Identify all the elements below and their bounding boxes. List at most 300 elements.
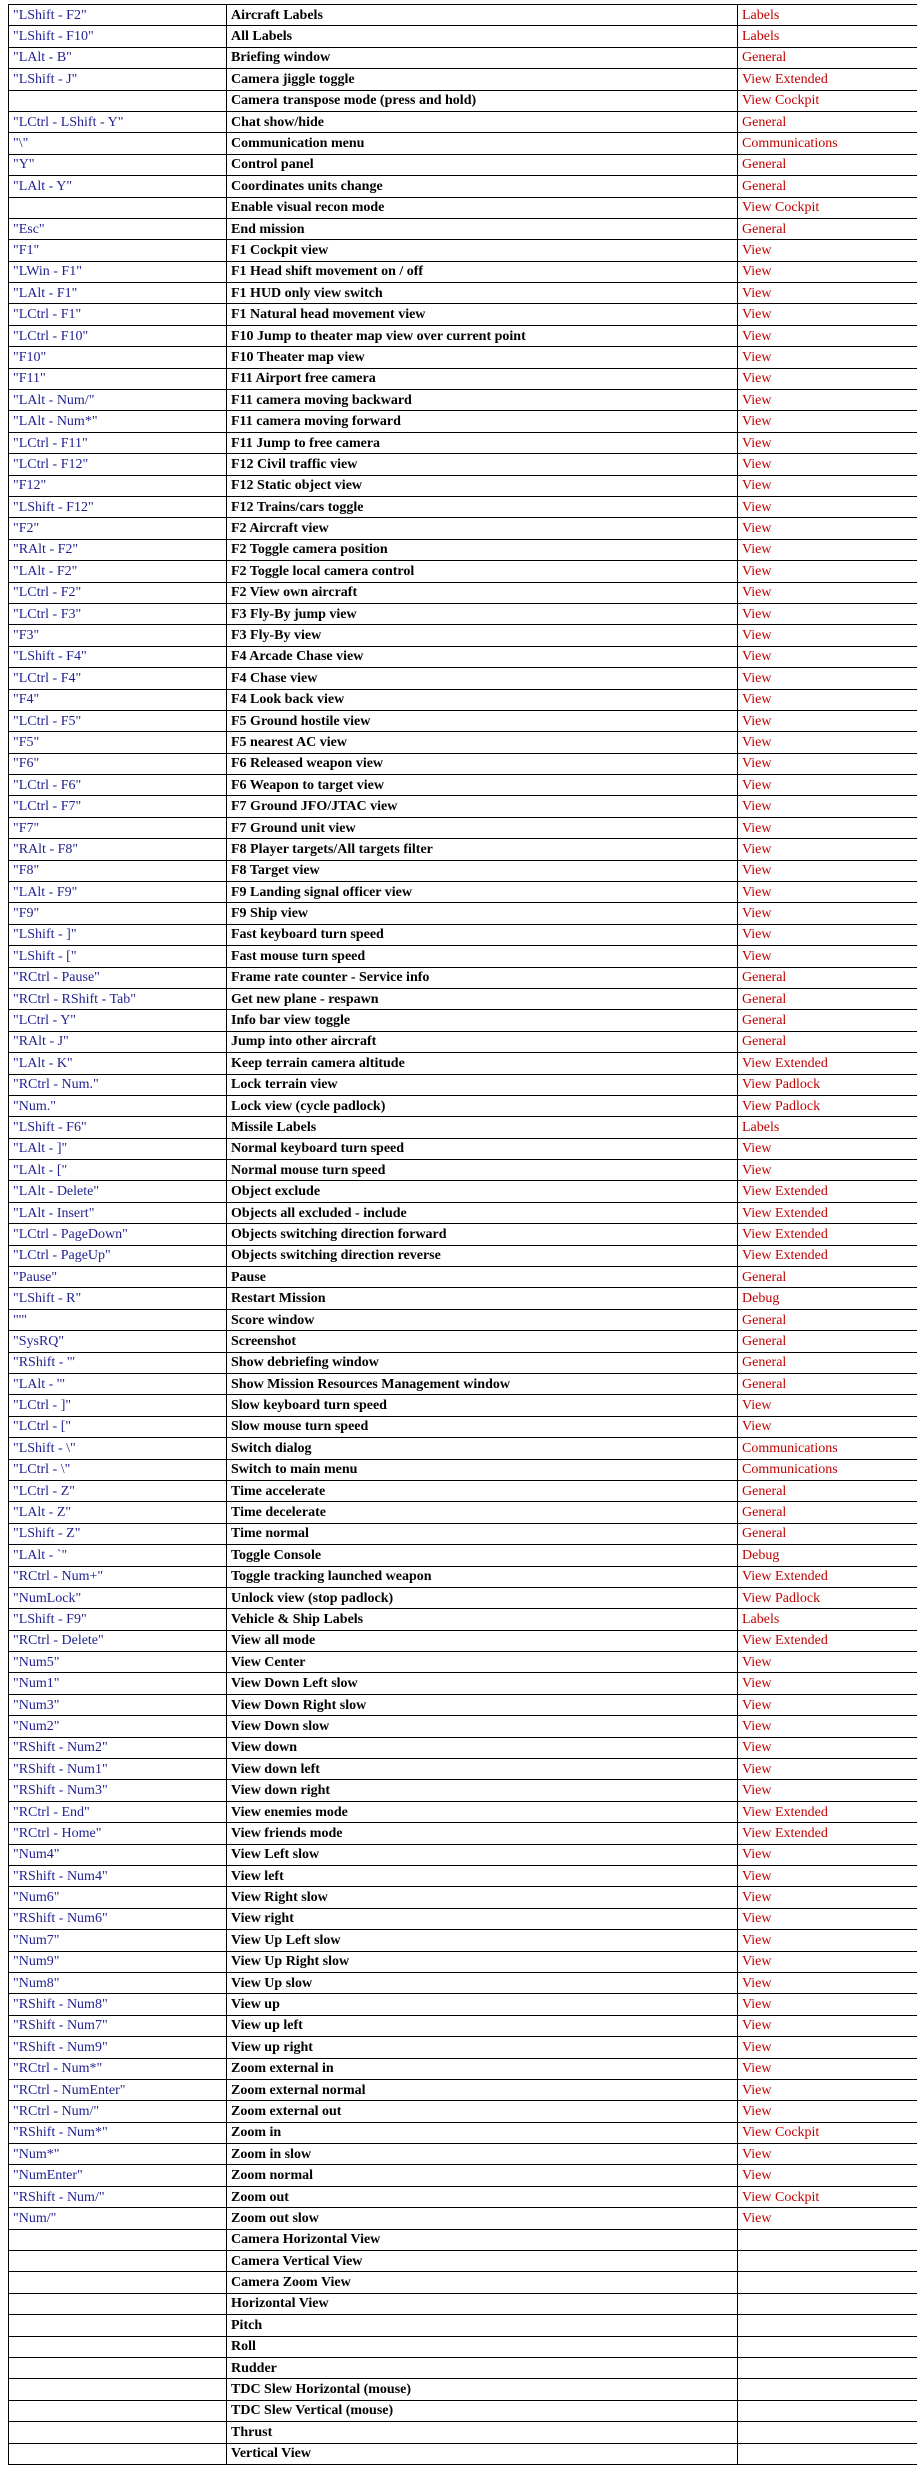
action-cell: Zoom in slow — [227, 2144, 738, 2165]
category-cell: View — [738, 1908, 917, 1929]
table-row — [9, 1951, 917, 1972]
key-cell: "LAlt - B" — [9, 47, 227, 68]
category-cell: View — [738, 2015, 917, 2036]
key-cell — [9, 2336, 227, 2357]
category-cell: View — [738, 2037, 917, 2058]
action-cell: Switch to main menu — [227, 1459, 738, 1480]
category-cell: View — [738, 368, 917, 389]
category-cell: View — [738, 882, 917, 903]
key-cell: "LAlt - Num*" — [9, 411, 227, 432]
key-cell: "RCtrl - End" — [9, 1801, 227, 1822]
action-cell: Briefing window — [227, 47, 738, 68]
category-cell: General — [738, 967, 917, 988]
category-cell: View — [738, 2101, 917, 2122]
category-cell: View — [738, 817, 917, 838]
table-row — [9, 1202, 917, 1223]
table-row — [9, 710, 917, 731]
table-row — [9, 1865, 917, 1886]
key-cell: "Pause" — [9, 1267, 227, 1288]
key-cell: "LShift - F10" — [9, 26, 227, 47]
key-cell: "Num3" — [9, 1694, 227, 1715]
table-row — [9, 2165, 917, 2186]
action-cell: Score window — [227, 1309, 738, 1330]
key-cell: "RShift - Num1" — [9, 1759, 227, 1780]
table-row — [9, 325, 917, 346]
category-cell: View — [738, 283, 917, 304]
category-cell: General — [738, 1480, 917, 1501]
key-cell: "LCtrl - Y" — [9, 1010, 227, 1031]
action-cell: F4 Chase view — [227, 668, 738, 689]
key-cell: "LShift - F12" — [9, 496, 227, 517]
key-cell: "RCtrl - Pause" — [9, 967, 227, 988]
key-cell: "LCtrl - Z" — [9, 1480, 227, 1501]
action-cell: Communication menu — [227, 133, 738, 154]
action-cell: View Up Left slow — [227, 1930, 738, 1951]
category-cell: View — [738, 2058, 917, 2079]
key-cell: "LCtrl - \" — [9, 1459, 227, 1480]
category-cell: Debug — [738, 1545, 917, 1566]
category-cell: General — [738, 1374, 917, 1395]
action-cell: F5 nearest AC view — [227, 732, 738, 753]
category-cell: Communications — [738, 133, 917, 154]
table-row — [9, 90, 917, 111]
key-cell — [9, 197, 227, 218]
table-row — [9, 603, 917, 624]
category-cell: View — [738, 1673, 917, 1694]
action-cell: View Left slow — [227, 1844, 738, 1865]
table-row — [9, 1031, 917, 1052]
table-row — [9, 625, 917, 646]
action-cell: Switch dialog — [227, 1438, 738, 1459]
category-cell: View — [738, 732, 917, 753]
table-row — [9, 218, 917, 239]
key-cell: "LAlt - Z" — [9, 1502, 227, 1523]
table-row — [9, 1502, 917, 1523]
category-cell: General — [738, 1352, 917, 1373]
table-row — [9, 689, 917, 710]
action-cell: F1 Cockpit view — [227, 240, 738, 261]
table-row — [9, 2058, 917, 2079]
action-cell: F1 Head shift movement on / off — [227, 261, 738, 282]
table-row — [9, 775, 917, 796]
key-cell: "LCtrl - F3" — [9, 603, 227, 624]
category-cell: View — [738, 304, 917, 325]
key-cell: "NumEnter" — [9, 2165, 227, 2186]
table-row — [9, 1652, 917, 1673]
action-cell: Control panel — [227, 154, 738, 175]
key-cell: "LShift - F9" — [9, 1609, 227, 1630]
key-cell: "RAlt - F2" — [9, 539, 227, 560]
table-row — [9, 133, 917, 154]
category-cell: View Cockpit — [738, 2122, 917, 2143]
table-row — [9, 26, 917, 47]
table-row — [9, 946, 917, 967]
table-row — [9, 1801, 917, 1822]
category-cell: View — [738, 1972, 917, 1993]
key-cell: "RCtrl - Delete" — [9, 1630, 227, 1651]
category-cell: View — [738, 603, 917, 624]
key-cell: "LCtrl - F4" — [9, 668, 227, 689]
category-cell: Labels — [738, 26, 917, 47]
action-cell: Fast keyboard turn speed — [227, 924, 738, 945]
action-cell: Unlock view (stop padlock) — [227, 1587, 738, 1608]
key-cell: "RShift - Num6" — [9, 1908, 227, 1929]
action-cell: View Down Left slow — [227, 1673, 738, 1694]
category-cell: View — [738, 1844, 917, 1865]
category-cell: Labels — [738, 5, 917, 26]
table-row — [9, 1395, 917, 1416]
table-row — [9, 2015, 917, 2036]
action-cell: View Up Right slow — [227, 1951, 738, 1972]
action-cell: Fast mouse turn speed — [227, 946, 738, 967]
category-cell: View — [738, 1759, 917, 1780]
category-cell: View — [738, 1930, 917, 1951]
category-cell — [738, 2251, 917, 2272]
action-cell: F12 Static object view — [227, 475, 738, 496]
table-row — [9, 2336, 917, 2357]
key-cell: "Y" — [9, 154, 227, 175]
category-cell: View — [738, 689, 917, 710]
action-cell: Jump into other aircraft — [227, 1031, 738, 1052]
key-cell: "RShift - Num8" — [9, 1994, 227, 2015]
action-cell: F2 Toggle camera position — [227, 539, 738, 560]
action-cell: Slow mouse turn speed — [227, 1416, 738, 1437]
category-cell: General — [738, 1309, 917, 1330]
category-cell: View — [738, 2079, 917, 2100]
category-cell — [738, 2293, 917, 2314]
action-cell: F6 Released weapon view — [227, 753, 738, 774]
action-cell: Objects all excluded - include — [227, 1202, 738, 1223]
category-cell: View — [738, 2208, 917, 2229]
category-cell: View Extended — [738, 1053, 917, 1074]
table-row — [9, 2422, 917, 2443]
table-row — [9, 1737, 917, 1758]
category-cell — [738, 2422, 917, 2443]
action-cell: F9 Ship view — [227, 903, 738, 924]
table-row — [9, 1010, 917, 1031]
category-cell: View Extended — [738, 1801, 917, 1822]
key-cell: "Num9" — [9, 1951, 227, 1972]
category-cell — [738, 2357, 917, 2378]
table-row — [9, 1459, 917, 1480]
key-cell: "LCtrl - F12" — [9, 454, 227, 475]
action-cell: View Right slow — [227, 1887, 738, 1908]
action-cell: Time normal — [227, 1523, 738, 1544]
table-row — [9, 1930, 917, 1951]
action-cell: View enemies mode — [227, 1801, 738, 1822]
category-cell: View Extended — [738, 1245, 917, 1266]
category-cell: View — [738, 390, 917, 411]
category-cell: View — [738, 454, 917, 475]
action-cell: Normal keyboard turn speed — [227, 1138, 738, 1159]
action-cell: View left — [227, 1865, 738, 1886]
category-cell: View Extended — [738, 1823, 917, 1844]
action-cell: View Up slow — [227, 1972, 738, 1993]
key-cell — [9, 2422, 227, 2443]
key-cell: "F11" — [9, 368, 227, 389]
action-cell: Roll — [227, 2336, 738, 2357]
category-cell: View Extended — [738, 69, 917, 90]
category-cell: View — [738, 411, 917, 432]
key-cell: "LCtrl - F5" — [9, 710, 227, 731]
category-cell: View — [738, 518, 917, 539]
category-cell: View — [738, 1865, 917, 1886]
category-cell: View — [738, 325, 917, 346]
table-row — [9, 1759, 917, 1780]
category-cell: View — [738, 753, 917, 774]
action-cell: Thrust — [227, 2422, 738, 2443]
action-cell: F5 Ground hostile view — [227, 710, 738, 731]
table-row — [9, 1117, 917, 1138]
table-row — [9, 1074, 917, 1095]
key-cell: "RShift - '" — [9, 1352, 227, 1373]
category-cell: View — [738, 903, 917, 924]
category-cell: View — [738, 775, 917, 796]
table-row — [9, 732, 917, 753]
key-cell: "RShift - Num7" — [9, 2015, 227, 2036]
key-cell: "LAlt - F9" — [9, 882, 227, 903]
table-row — [9, 967, 917, 988]
category-cell: View — [738, 625, 917, 646]
action-cell: Object exclude — [227, 1181, 738, 1202]
category-cell — [738, 2272, 917, 2293]
table-row — [9, 1416, 917, 1437]
key-cell: "LShift - Z" — [9, 1523, 227, 1544]
category-cell: General — [738, 47, 917, 68]
table-row — [9, 1331, 917, 1352]
action-cell: Get new plane - respawn — [227, 988, 738, 1009]
action-cell: Horizontal View — [227, 2293, 738, 2314]
key-cell: "Num6" — [9, 1887, 227, 1908]
category-cell: View Cockpit — [738, 2186, 917, 2207]
table-row — [9, 69, 917, 90]
key-cell: "RShift - Num9" — [9, 2037, 227, 2058]
key-cell: "Esc" — [9, 218, 227, 239]
category-cell: View — [738, 347, 917, 368]
key-cell: "RShift - Num/" — [9, 2186, 227, 2207]
key-cell: "Num5" — [9, 1652, 227, 1673]
action-cell: Normal mouse turn speed — [227, 1160, 738, 1181]
key-cell — [9, 2357, 227, 2378]
action-cell: Info bar view toggle — [227, 1010, 738, 1031]
category-cell: General — [738, 1331, 917, 1352]
table-row — [9, 1994, 917, 2015]
category-cell: View — [738, 496, 917, 517]
category-cell: View Extended — [738, 1181, 917, 1202]
table-row — [9, 518, 917, 539]
table-row — [9, 2251, 917, 2272]
action-cell: Camera transpose mode (press and hold) — [227, 90, 738, 111]
action-cell: F11 camera moving forward — [227, 411, 738, 432]
category-cell: Labels — [738, 1609, 917, 1630]
category-cell: View Padlock — [738, 1095, 917, 1116]
table-row — [9, 882, 917, 903]
category-cell: General — [738, 1502, 917, 1523]
key-cell: "RAlt - J" — [9, 1031, 227, 1052]
key-cell: "LShift - J" — [9, 69, 227, 90]
key-cell: "LAlt - F2" — [9, 561, 227, 582]
key-cell: "LCtrl - F6" — [9, 775, 227, 796]
table-row — [9, 347, 917, 368]
table-row — [9, 539, 917, 560]
key-cell: "RShift - Num4" — [9, 1865, 227, 1886]
category-cell: General — [738, 1031, 917, 1052]
key-cell: "F6" — [9, 753, 227, 774]
key-cell: "Num7" — [9, 1930, 227, 1951]
action-cell: Vehicle & Ship Labels — [227, 1609, 738, 1630]
table-row — [9, 1972, 917, 1993]
category-cell: View — [738, 946, 917, 967]
category-cell: General — [738, 988, 917, 1009]
key-cell: "F2" — [9, 518, 227, 539]
action-cell: Aircraft Labels — [227, 5, 738, 26]
key-cell — [9, 90, 227, 111]
category-cell: View — [738, 539, 917, 560]
key-cell: "'" — [9, 1309, 227, 1330]
action-cell: Coordinates units change — [227, 176, 738, 197]
action-cell: View down right — [227, 1780, 738, 1801]
table-row — [9, 860, 917, 881]
key-cell: "LCtrl - [" — [9, 1416, 227, 1437]
action-cell: F2 View own aircraft — [227, 582, 738, 603]
table-row — [9, 561, 917, 582]
category-cell: Communications — [738, 1438, 917, 1459]
action-cell: F4 Arcade Chase view — [227, 646, 738, 667]
category-cell: View — [738, 710, 917, 731]
key-cell: "LCtrl - LShift - Y" — [9, 111, 227, 132]
key-cell — [9, 2443, 227, 2464]
category-cell — [738, 2443, 917, 2464]
table-row — [9, 1224, 917, 1245]
key-cell: "Num." — [9, 1095, 227, 1116]
key-cell — [9, 2379, 227, 2400]
key-cell — [9, 2400, 227, 2421]
table-row — [9, 1673, 917, 1694]
category-cell — [738, 2315, 917, 2336]
key-cell: "RShift - Num3" — [9, 1780, 227, 1801]
action-cell: View Down slow — [227, 1716, 738, 1737]
key-cell: "RCtrl - NumEnter" — [9, 2079, 227, 2100]
action-cell: F8 Player targets/All targets filter — [227, 839, 738, 860]
category-cell: View Extended — [738, 1630, 917, 1651]
key-cell: "LShift - F4" — [9, 646, 227, 667]
table-row — [9, 1138, 917, 1159]
category-cell — [738, 2336, 917, 2357]
category-cell: General — [738, 218, 917, 239]
action-cell: F9 Landing signal officer view — [227, 882, 738, 903]
action-cell: F10 Theater map view — [227, 347, 738, 368]
table-row — [9, 903, 917, 924]
table-row — [9, 1181, 917, 1202]
table-row — [9, 1267, 917, 1288]
key-cell: "LAlt - Delete" — [9, 1181, 227, 1202]
action-cell: Toggle Console — [227, 1545, 738, 1566]
action-cell: F4 Look back view — [227, 689, 738, 710]
action-cell: F7 Ground JFO/JTAC view — [227, 796, 738, 817]
table-row — [9, 2400, 917, 2421]
key-cell: "Num*" — [9, 2144, 227, 2165]
table-row — [9, 1566, 917, 1587]
key-cell: "F10" — [9, 347, 227, 368]
action-cell: View up — [227, 1994, 738, 2015]
action-cell: Vertical View — [227, 2443, 738, 2464]
key-cell — [9, 2315, 227, 2336]
table-row — [9, 1630, 917, 1651]
table-row — [9, 1288, 917, 1309]
table-row — [9, 1480, 917, 1501]
category-cell: View — [738, 1737, 917, 1758]
action-cell: Time accelerate — [227, 1480, 738, 1501]
table-row — [9, 839, 917, 860]
action-cell: Zoom external out — [227, 2101, 738, 2122]
category-cell: View — [738, 1716, 917, 1737]
key-cell: "Num/" — [9, 2208, 227, 2229]
action-cell: View Down Right slow — [227, 1694, 738, 1715]
table-row — [9, 796, 917, 817]
action-cell: View right — [227, 1908, 738, 1929]
table-row — [9, 1160, 917, 1181]
category-cell: General — [738, 1267, 917, 1288]
action-cell: Pause — [227, 1267, 738, 1288]
category-cell: General — [738, 154, 917, 175]
action-cell: Keep terrain camera altitude — [227, 1053, 738, 1074]
action-cell: View all mode — [227, 1630, 738, 1651]
table-row — [9, 817, 917, 838]
key-cell: "F12" — [9, 475, 227, 496]
category-cell: General — [738, 1523, 917, 1544]
key-cell: "Num1" — [9, 1673, 227, 1694]
table-row — [9, 924, 917, 945]
key-cell: "F1" — [9, 240, 227, 261]
table-row — [9, 5, 917, 26]
action-cell: Screenshot — [227, 1331, 738, 1352]
category-cell: View — [738, 1887, 917, 1908]
key-cell: "RCtrl - Num+" — [9, 1566, 227, 1587]
category-cell: View — [738, 432, 917, 453]
action-cell: Time decelerate — [227, 1502, 738, 1523]
action-cell: Show Mission Resources Management window — [227, 1374, 738, 1395]
table-row — [9, 2357, 917, 2378]
category-cell: View — [738, 1994, 917, 2015]
key-cell: "LCtrl - PageUp" — [9, 1245, 227, 1266]
key-cell: "RCtrl - RShift - Tab" — [9, 988, 227, 1009]
table-row — [9, 1245, 917, 1266]
table-row — [9, 1780, 917, 1801]
key-cell: "NumLock" — [9, 1587, 227, 1608]
key-cell: "Num2" — [9, 1716, 227, 1737]
table-row — [9, 2079, 917, 2100]
key-cell: "LShift - R" — [9, 1288, 227, 1309]
table-row — [9, 1823, 917, 1844]
table-row — [9, 1716, 917, 1737]
table-row — [9, 1374, 917, 1395]
action-cell: F2 Aircraft view — [227, 518, 738, 539]
key-cell: "LAlt - Insert" — [9, 1202, 227, 1223]
category-cell: View — [738, 1160, 917, 1181]
action-cell: View down left — [227, 1759, 738, 1780]
keybinding-table-body — [9, 5, 917, 2465]
category-cell: View — [738, 261, 917, 282]
key-cell: "F8" — [9, 860, 227, 881]
table-row — [9, 1908, 917, 1929]
key-cell: "Num8" — [9, 1972, 227, 1993]
table-row — [9, 47, 917, 68]
key-cell — [9, 2272, 227, 2293]
table-row — [9, 2443, 917, 2464]
key-cell — [9, 2251, 227, 2272]
key-cell: "LAlt - Num/" — [9, 390, 227, 411]
category-cell: General — [738, 1010, 917, 1031]
